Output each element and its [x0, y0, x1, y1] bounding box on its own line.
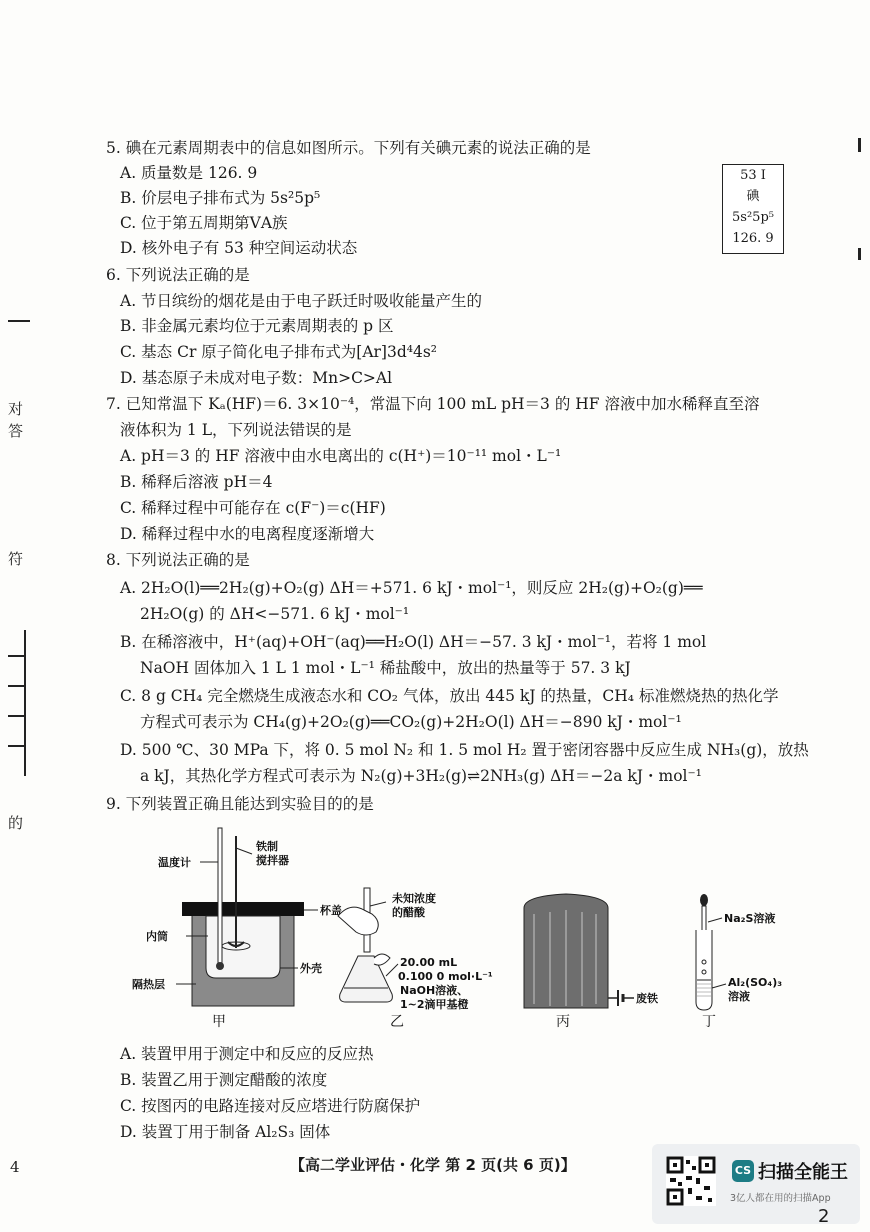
- q8-option-c-line1: C. 8 g CH₄ 完全燃烧生成液态水和 CO₂ 气体，放出 445 kJ 的热量，CH₄ 标准燃烧热的热化学: [120, 687, 779, 705]
- q8-option-c-line2: 方程式可表示为 CH₄(g)+2O₂(g)══CO₂(g)+2H₂O(l) ΔH＝−890 kJ・mol⁻¹: [140, 713, 682, 731]
- margin-char: 符: [8, 550, 24, 568]
- dropper-bulb: [700, 894, 708, 906]
- qr-code-icon: [666, 1156, 716, 1206]
- label-al2so4-1: Al₂(SO₄)₃: [728, 976, 783, 989]
- q8-option-a-line1: A. 2H₂O(l)══2H₂(g)+O₂(g) ΔH＝+571. 6 kJ・mol⁻¹，则反应 2H₂(g)+O₂(g)══: [120, 579, 703, 597]
- right-margin-mark: [858, 138, 861, 152]
- camscanner-logo-icon: CS: [732, 1160, 754, 1182]
- label-base-3: NaOH溶液、: [400, 984, 469, 997]
- caption-jia: 甲: [212, 1014, 226, 1030]
- q8-option-b-line2: NaOH 固体加入 1 L 1 mol・L⁻¹ 稀盐酸中，放出的热量等于 57. 3 kJ: [140, 659, 631, 677]
- q5-option-b: B. 价层电子排布式为 5s²5p⁵: [120, 189, 321, 207]
- label-na2s: Na₂S溶液: [724, 912, 776, 925]
- margin-char: 4: [10, 1158, 20, 1176]
- label-lid: 杯盖: [320, 904, 342, 917]
- label-inner: 内筒: [146, 930, 168, 943]
- label-acid-2: 的醋酸: [392, 906, 425, 919]
- element-config: 5s²5p⁵: [732, 210, 774, 225]
- q6-option-d: D. 基态原子未成对电子数：Mn>C>Al: [120, 369, 393, 387]
- apparatus-ding: [696, 894, 782, 1030]
- caption-ding: 丁: [702, 1014, 716, 1030]
- q9-stem: 9. 下列装置正确且能达到实验目的的是: [106, 795, 374, 813]
- q7-stem-line2: 液体积为 1 L，下列说法错误的是: [120, 421, 352, 439]
- margin-rule: [8, 745, 24, 747]
- margin-rule: [8, 715, 24, 717]
- margin-rule: [8, 685, 24, 687]
- q6-option-b: B. 非金属元素均位于元素周期表的 p 区: [120, 317, 394, 335]
- camscanner-slogan: 3亿人都在用的扫描App: [730, 1193, 831, 1204]
- q9-option-a: A. 装置甲用于测定中和反应的反应热: [120, 1045, 374, 1063]
- hand-icon: [338, 907, 378, 935]
- thermometer-bulb: [216, 962, 224, 970]
- margin-char: 的: [8, 814, 24, 832]
- label-insulation: 隔热层: [132, 978, 165, 991]
- element-mass: 126. 9: [732, 231, 774, 246]
- label-base-1: 20.00 mL: [400, 956, 458, 969]
- element-number-symbol: 53 I: [740, 168, 766, 183]
- q9-option-d: D. 装置丁用于制备 Al₂S₃ 固体: [120, 1123, 331, 1141]
- leader-line: [386, 964, 398, 976]
- apparatus-yi: [338, 888, 493, 1030]
- q7-option-d: D. 稀释过程中水的电离程度逐渐增大: [120, 525, 375, 543]
- q7-option-b: B. 稀释后溶液 pH＝4: [120, 473, 273, 491]
- camscanner-brand: 扫描全能王: [758, 1162, 848, 1183]
- label-iron: 废铁: [636, 992, 658, 1005]
- margin-char: 对: [8, 400, 24, 418]
- label-thermometer: 温度计: [158, 856, 191, 869]
- q7-option-c: C. 稀释过程中可能存在 c(F⁻)＝c(HF): [120, 499, 386, 517]
- q6-option-a: A. 节日缤纷的烟花是由于电子跃迁时吸收能量产生的: [120, 292, 483, 310]
- caption-yi: 乙: [390, 1014, 404, 1030]
- label-al2so4-2: 溶液: [728, 990, 750, 1003]
- label-shell: 外壳: [300, 962, 322, 975]
- q6-option-c: C. 基态 Cr 原子简化电子排布式为[Ar]3d⁴4s²: [120, 343, 438, 361]
- q5-option-c: C. 位于第五周期第ⅤA族: [120, 214, 288, 232]
- margin-rule: [8, 655, 24, 657]
- hand-icon: [374, 954, 390, 965]
- caption-bing: 丙: [556, 1014, 570, 1030]
- margin-char: 答: [8, 422, 24, 440]
- label-base-2: 0.100 0 mol·L⁻¹: [398, 970, 493, 983]
- q5-option-d: D. 核外电子有 53 种空间运动状态: [120, 239, 358, 257]
- q8-option-d-line1: D. 500 ℃、30 MPa 下，将 0. 5 mol N₂ 和 1. 5 mol H₂ 置于密闭容器中反应生成 NH₃(g)，放热: [120, 741, 809, 759]
- right-margin-mark: [858, 248, 861, 260]
- q8-option-b-line1: B. 在稀溶液中，H⁺(aq)+OH⁻(aq)══H₂O(l) ΔH＝−57. 3 kJ・mol⁻¹，若将 1 mol: [120, 633, 707, 651]
- margin-bracket: [24, 630, 26, 776]
- page-number: 2: [818, 1206, 830, 1227]
- iodine-element-box: [722, 164, 784, 254]
- jia-lid: [182, 902, 304, 916]
- leader-line: [708, 918, 722, 922]
- q5-stem: 5. 碘在元素周期表中的信息如图所示。下列有关碘元素的说法正确的是: [106, 139, 591, 157]
- label-base-4: 1~2滴甲基橙: [400, 998, 469, 1011]
- q9-option-c: C. 按图丙的电路连接对反应塔进行防腐保护: [120, 1097, 421, 1115]
- leader-line: [712, 984, 726, 988]
- q9-apparatus-figure: [120, 818, 800, 1036]
- apparatus-jia: [132, 828, 342, 1030]
- leader-line: [370, 902, 386, 906]
- q7-stem-line1: 7. 已知常温下 Kₐ(HF)＝6. 3×10⁻⁴，常温下向 100 mL pH＝3 的 HF 溶液中加水稀释直至溶: [106, 395, 760, 413]
- label-stirrer-2: 搅拌器: [256, 854, 289, 867]
- apparatus-bing: [524, 894, 658, 1030]
- q8-option-a-line2: 2H₂O(g) 的 ΔH<−571. 6 kJ・mol⁻¹: [140, 605, 410, 623]
- q6-stem: 6. 下列说法正确的是: [106, 266, 250, 284]
- margin-rule: [8, 320, 30, 322]
- q8-stem: 8. 下列说法正确的是: [106, 551, 250, 569]
- thermometer-icon: [218, 828, 222, 968]
- element-name: 碘: [746, 189, 760, 204]
- q7-option-a: A. pH＝3 的 HF 溶液中由水电离出的 c(H⁺)＝10⁻¹¹ mol・L⁻¹: [120, 447, 562, 465]
- q8-option-d-line2: a kJ，其热化学方程式可表示为 N₂(g)+3H₂(g)⇌2NH₃(g) ΔH＝−2a kJ・mol⁻¹: [140, 767, 702, 785]
- page-footer: 【高二学业评估・化学 第 2 页(共 6 页)】: [290, 1156, 576, 1174]
- q5-option-a: A. 质量数是 126. 9: [120, 164, 258, 182]
- label-stirrer-1: 铁制: [256, 840, 278, 853]
- label-acid-1: 未知浓度: [392, 892, 436, 905]
- q9-option-b: B. 装置乙用于测定醋酸的浓度: [120, 1071, 328, 1089]
- leader-line: [236, 848, 252, 854]
